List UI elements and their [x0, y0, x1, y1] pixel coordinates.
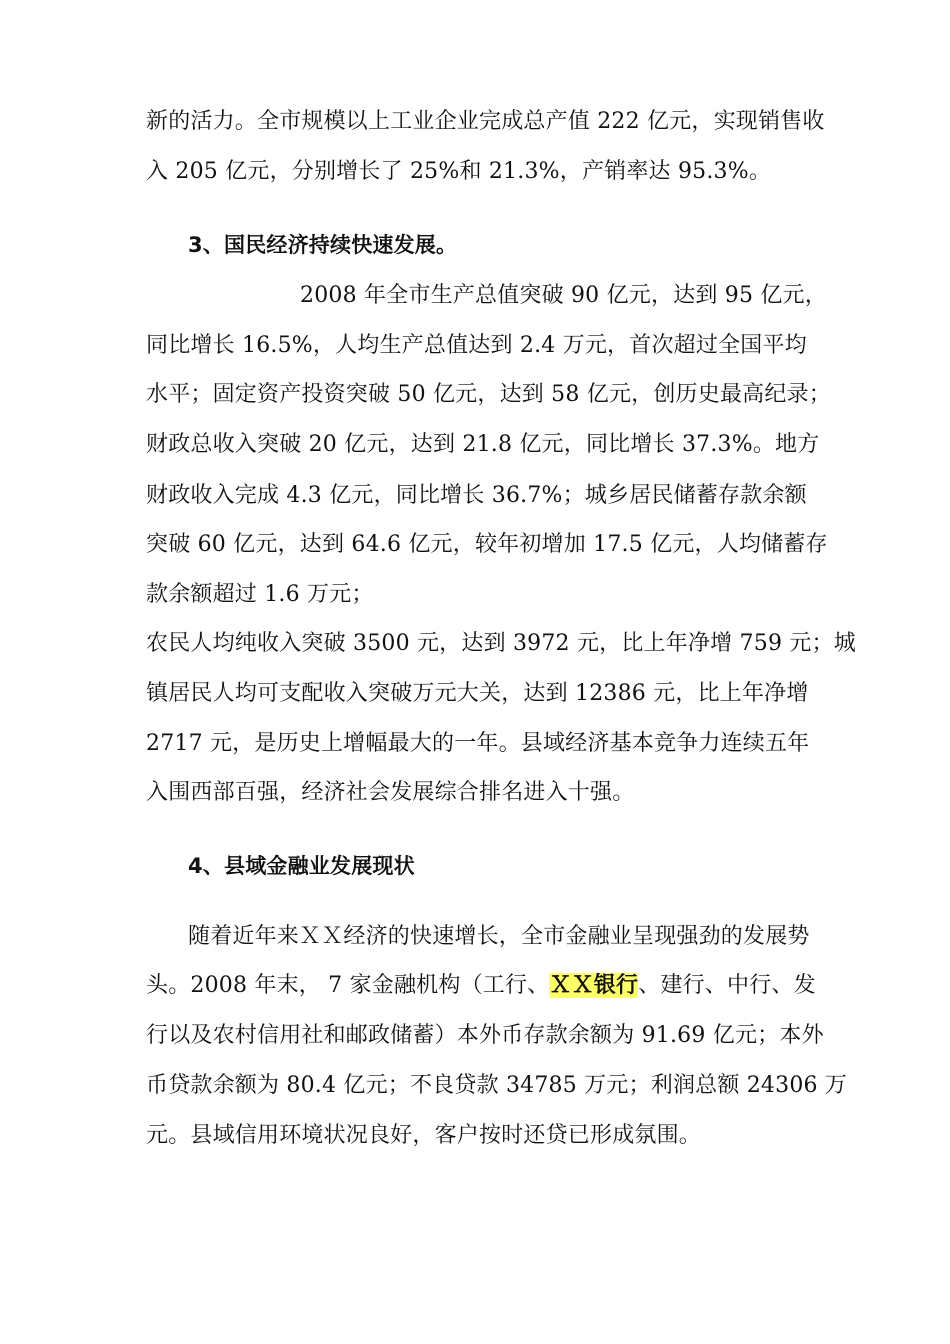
- paragraph-line: 同比增长 16.5%，人均生产总值达到 2.4 万元，首次超过全国平均: [146, 333, 807, 358]
- paragraph-line: 元。县域信用环境状况良好，客户按时还贷已形成氛围。: [146, 1123, 702, 1148]
- paragraph-line: 币贷款余额为 80.4 亿元；不良贷款 34785 万元；利润总额 24306 万: [146, 1073, 848, 1098]
- highlighted-bank-name: ＸＸ银行: [549, 973, 639, 998]
- paragraph-line: [146, 971, 816, 1001]
- paragraph-line: 入 205 亿元，分别增长了 25%和 21.3%，产销率达 95.3%。: [146, 159, 772, 184]
- paragraph-line: 新的活力。全市规模以上工业企业完成总产值 222 亿元，实现销售收: [146, 109, 825, 134]
- paragraph-line: 农民人均纯收入突破 3500 元，达到 3972 元，比上年净增 759 元；城: [146, 631, 856, 656]
- paragraph-line: 入围西部百强，经济社会发展综合排名进入十强。: [146, 780, 635, 805]
- paragraph-line: 2717 元，是历史上增幅最大的一年。县域经济基本竞争力连续五年: [146, 731, 810, 756]
- paragraph-line: 水平；固定资产投资突破 50 亿元，达到 58 亿元，创历史最高纪录；: [146, 382, 831, 407]
- paragraph-line: 款余额超过 1.6 万元；: [146, 582, 374, 607]
- paragraph-line: 随着近年来ＸＸ经济的快速增长，全市金融业呈现强劲的发展势: [188, 924, 810, 949]
- paragraph-text: 头。2008 年末， 7 家金融机构（工行、: [146, 973, 550, 998]
- section-heading-3: 3、国民经济持续快速发展。: [188, 233, 458, 257]
- paragraph-line: 镇居民人均可支配收入突破万元大关，达到 12386 元，比上年净增: [146, 681, 809, 706]
- paragraph-line: 突破 60 亿元，达到 64.6 亿元，较年初增加 17.5 亿元，人均储蓄存: [146, 532, 828, 557]
- paragraph-line: 2008 年全市生产总值突破 90 亿元，达到 95 亿元，: [300, 283, 827, 308]
- section-heading-4: 4、县域金融业发展现状: [188, 854, 415, 878]
- paragraph-line: 财政收入完成 4.3 亿元，同比增长 36.7%；城乡居民储蓄存款余额: [146, 483, 807, 508]
- paragraph-text: 、建行、中行、发: [638, 973, 816, 998]
- paragraph-line: 行以及农村信用社和邮政储蓄）本外币存款余额为 91.69 亿元；本外: [146, 1023, 824, 1048]
- paragraph-line: 财政总收入突破 20 亿元，达到 21.8 亿元，同比增长 37.3%。地方: [146, 432, 820, 457]
